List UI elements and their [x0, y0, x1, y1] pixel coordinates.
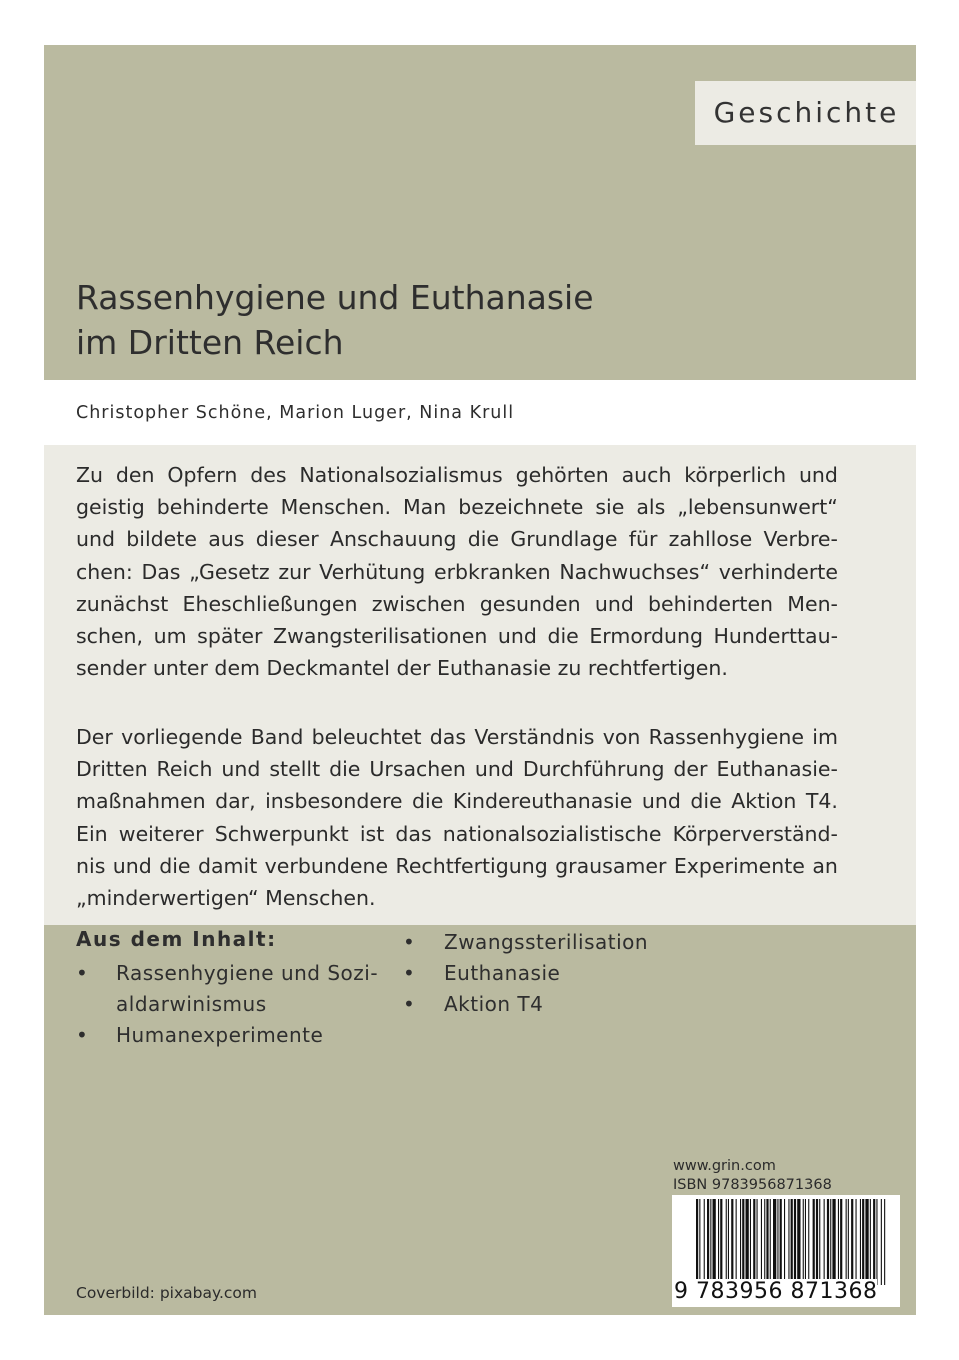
word: die	[467, 527, 500, 552]
word: und	[641, 789, 681, 814]
bullet-icon: •	[403, 992, 416, 1016]
barcode-bars-icon	[696, 1199, 888, 1285]
word: und	[798, 463, 838, 487]
barcode-bar	[797, 1199, 800, 1285]
word: Men-	[787, 591, 838, 616]
word: „lebensunwert“	[677, 495, 838, 520]
barcode-bar	[718, 1199, 719, 1285]
barcode-bar	[731, 1199, 733, 1285]
word: Experimente	[673, 853, 805, 878]
word: Nachwuchses“	[559, 559, 711, 584]
word: behinderten	[648, 591, 774, 616]
word: grausamer	[555, 853, 667, 878]
contents-list-right	[403, 927, 649, 1020]
word: erbkranken	[433, 559, 551, 584]
word: bildete	[126, 527, 197, 552]
word: zahllose	[668, 527, 753, 552]
word: Körperverständ-	[672, 821, 838, 846]
blurb-line	[76, 459, 838, 491]
word: gehörten	[515, 463, 609, 487]
blurb-line	[76, 785, 838, 817]
barcode-bar	[726, 1199, 727, 1285]
word: verbundene	[264, 853, 389, 878]
word: Man	[402, 495, 447, 520]
word: Ursachen	[369, 757, 466, 782]
word: Verbre-	[763, 527, 838, 552]
word: Hunderttau-	[713, 624, 838, 649]
word: Kindereuthanasie	[452, 789, 633, 814]
word: das	[395, 821, 432, 846]
barcode-bar	[832, 1199, 835, 1285]
blurb-line	[76, 523, 838, 555]
word: Menschen.	[280, 495, 392, 520]
word: gesunden	[479, 591, 581, 616]
word: Grundlage	[510, 527, 618, 552]
word: von	[602, 725, 641, 749]
word: bezeichnete	[458, 495, 584, 520]
list-item-label: Euthanasie	[444, 961, 561, 985]
blurb-line	[76, 588, 838, 620]
barcode-bar	[736, 1199, 737, 1285]
barcode-bar	[881, 1199, 882, 1285]
barcode-bar	[740, 1199, 741, 1285]
barcode-bar	[856, 1199, 857, 1285]
barcode-bar	[848, 1199, 849, 1285]
word: „Gesetz	[189, 559, 270, 584]
word: und	[221, 757, 261, 782]
word: Der	[76, 725, 113, 749]
list-item-label: Zwangssterilisation	[444, 930, 649, 954]
word: als	[636, 495, 666, 520]
barcode-bar	[773, 1199, 776, 1285]
word: Durchführung	[522, 757, 665, 782]
list-item-label: aldarwinismus	[116, 992, 267, 1016]
contents-heading: Aus dem Inhalt:	[76, 927, 277, 951]
word: und	[497, 624, 537, 649]
word: Ermordung	[589, 624, 703, 649]
word: zunächst	[76, 591, 169, 616]
barcode-bar	[805, 1199, 806, 1285]
blurb-band	[44, 445, 916, 925]
word: Eheschließungen	[182, 591, 358, 616]
barcode-bar	[728, 1199, 729, 1285]
barcode-bar	[870, 1199, 871, 1285]
word: für	[628, 527, 658, 552]
barcode-bar	[838, 1199, 839, 1285]
barcode-bar	[840, 1199, 842, 1285]
word: die	[159, 853, 191, 878]
barcode-bar	[827, 1199, 829, 1285]
word: Nationalsozialismus	[299, 463, 503, 487]
list-item-label: Aktion T4	[444, 992, 544, 1016]
blurb-line	[76, 850, 838, 882]
word: des	[250, 463, 287, 487]
word: Anschauung	[329, 527, 457, 552]
barcode-bar	[851, 1199, 853, 1285]
word: chen:	[76, 559, 133, 584]
bullet-icon: •	[403, 961, 416, 985]
word: insbesondere	[265, 789, 403, 814]
cover-credit: Coverbild: pixabay.com	[76, 1284, 257, 1302]
barcode-bar	[824, 1199, 825, 1285]
word: Ein	[76, 821, 108, 846]
word: das	[429, 725, 467, 749]
isbn-number: ISBN 9783956871368	[673, 1177, 832, 1193]
bullet-icon: •	[403, 930, 416, 954]
word: geistig	[76, 495, 145, 520]
barcode-bar	[777, 1199, 778, 1285]
contents-list-left	[76, 958, 379, 1051]
book-title	[76, 275, 876, 365]
blurb-line	[76, 818, 838, 850]
barcode-bar	[803, 1199, 804, 1285]
list-item	[76, 958, 379, 989]
word: Zu	[76, 463, 104, 487]
word: Band	[250, 725, 304, 749]
list-item-label: Rassenhygiene und Sozi-	[116, 961, 379, 985]
title-line-1: Rassenhygiene und Euthanasie	[76, 278, 594, 317]
word: dieser	[255, 527, 319, 552]
word: um	[153, 624, 187, 649]
barcode-bar	[876, 1199, 877, 1285]
word: verhinderte	[718, 559, 838, 584]
word: dar,	[215, 789, 256, 814]
word: die	[690, 789, 722, 814]
word: auch	[621, 463, 672, 487]
word: und	[594, 591, 634, 616]
website-url: www.grin.com	[673, 1158, 776, 1174]
barcode-bar	[770, 1199, 771, 1285]
blurb-line: „minderwertigen“ Menschen.	[76, 886, 376, 911]
barcode-bar	[808, 1199, 809, 1285]
barcode-bar	[819, 1199, 820, 1285]
barcode-bar	[720, 1199, 722, 1285]
word: Opfern	[167, 463, 238, 487]
word: Rassenhygiene	[648, 725, 805, 749]
bottom-band	[44, 925, 916, 1315]
barcode-bar	[791, 1199, 793, 1285]
barcode-bar	[742, 1199, 744, 1285]
blurb-line	[76, 721, 838, 753]
word: und	[112, 853, 152, 878]
word: Dritten	[76, 757, 148, 782]
barcode-bar	[750, 1199, 751, 1285]
word: Das	[141, 559, 181, 584]
list-item-label: Humanexperimente	[116, 1023, 324, 1047]
word: weiterer	[118, 821, 204, 846]
word: nis	[76, 853, 106, 878]
list-item	[403, 927, 649, 958]
word: Reich	[156, 757, 213, 782]
word: Euthanasie-	[716, 757, 838, 782]
blurb-line: sender unter dem Deckmantel der Euthanasie zu rechtfertigen.	[76, 656, 728, 681]
blurb-line	[76, 620, 838, 652]
word: vorliegende	[121, 725, 243, 749]
word: nationalsozialistische	[442, 821, 662, 846]
barcode-bar	[761, 1199, 762, 1285]
blurb-line	[76, 753, 838, 785]
barcode-bar	[846, 1199, 847, 1285]
bullet-icon: •	[76, 1023, 89, 1047]
blurb-paragraph-1	[76, 459, 838, 684]
barcode-bar	[788, 1199, 789, 1285]
barcode-bar	[710, 1199, 711, 1285]
barcode-bar	[696, 1199, 698, 1285]
word: Aktion	[731, 789, 797, 814]
word: ist	[359, 821, 385, 846]
word: stellt	[269, 757, 321, 782]
barcode-bar	[794, 1199, 796, 1285]
list-item	[76, 1020, 338, 1051]
word: sie	[595, 495, 625, 520]
authors: Christopher Schöne, Marion Luger, Nina Krull	[76, 403, 515, 423]
bullet-icon: •	[76, 961, 89, 985]
word: Rechtfertigung	[395, 853, 548, 878]
word: T4.	[805, 789, 838, 814]
barcode-bar	[813, 1199, 815, 1285]
category-label: Geschichte	[695, 81, 916, 145]
word: der	[673, 757, 708, 782]
word: die	[547, 624, 579, 649]
word: damit	[197, 853, 258, 878]
blurb-paragraph-2	[76, 721, 838, 914]
word: maßnahmen	[76, 789, 206, 814]
word: beleuchtet	[311, 725, 422, 749]
word: die	[329, 757, 361, 782]
list-item	[403, 989, 607, 1020]
barcode-bar	[707, 1199, 709, 1285]
barcode-bar	[699, 1199, 700, 1285]
barcode-bar	[830, 1199, 831, 1285]
barcode-bar	[862, 1199, 864, 1285]
word: später	[197, 624, 263, 649]
back-cover	[44, 45, 916, 1315]
barcode-bar	[766, 1199, 768, 1285]
word: Verständnis	[474, 725, 595, 749]
word: im	[812, 725, 838, 749]
top-band	[44, 45, 916, 380]
barcode	[672, 1195, 900, 1307]
blurb-line	[76, 491, 838, 523]
barcode-bar	[753, 1199, 755, 1285]
barcode-bar	[704, 1199, 705, 1285]
word: behinderte	[156, 495, 269, 520]
barcode-bar	[746, 1199, 749, 1285]
barcode-bar	[784, 1199, 785, 1285]
barcode-bar	[884, 1199, 885, 1285]
word: den	[115, 463, 155, 487]
barcode-bar	[816, 1199, 818, 1285]
word: und	[474, 757, 514, 782]
barcode-bar	[865, 1199, 868, 1285]
list-item	[403, 958, 607, 989]
list-item-continuation	[76, 989, 338, 1020]
barcode-bar	[780, 1199, 782, 1285]
word: Schwerpunkt	[214, 821, 349, 846]
barcode-bar	[757, 1199, 758, 1285]
blurb-line	[76, 556, 838, 588]
word: Verhütung	[319, 559, 426, 584]
barcode-bar	[713, 1199, 716, 1285]
barcode-bar	[764, 1199, 765, 1285]
word: körperlich	[684, 463, 787, 487]
word: an	[812, 853, 838, 878]
word: die	[412, 789, 444, 814]
barcode-bar	[873, 1199, 875, 1285]
word: zwischen	[371, 591, 466, 616]
word: zur	[278, 559, 311, 584]
word: Zwangsterilisationen	[273, 624, 488, 649]
word: schen,	[76, 624, 144, 649]
word: und	[76, 527, 115, 552]
barcode-bar	[860, 1199, 861, 1285]
word: aus	[208, 527, 245, 552]
title-line-2: im Dritten Reich	[76, 323, 344, 362]
barcode-digits: 9 783956 871368	[674, 1279, 878, 1304]
